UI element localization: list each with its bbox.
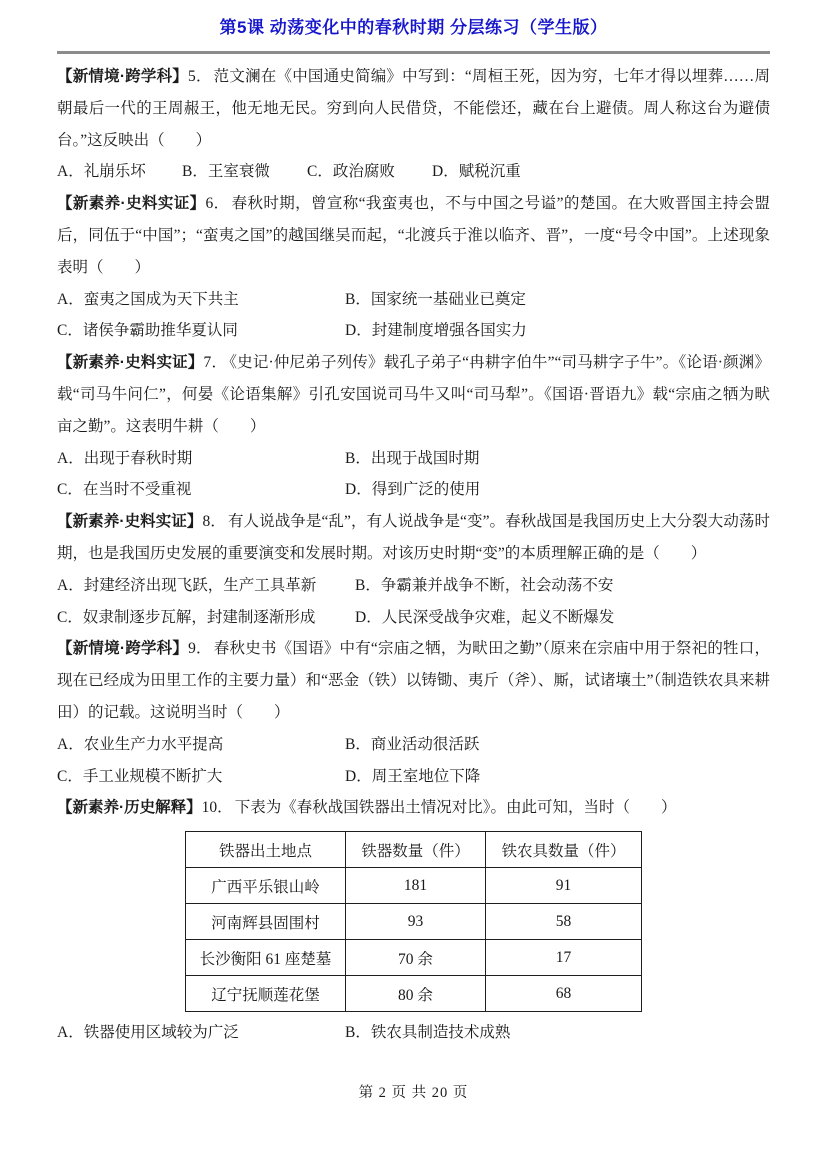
question-number: 6． [205,195,230,213]
question-number: 7． [203,354,228,372]
question-stem [57,792,770,824]
page-footer: 第 2 页 共 20 页 [358,1084,469,1101]
options-row [57,443,770,475]
table-row [186,868,642,904]
table-row [186,976,642,1012]
table-cell: 辽宁抚顺莲花堡 [186,976,346,1012]
option-b: B．商业活动很活跃 [345,735,480,753]
options-row [57,284,770,316]
question-block-5 [57,61,770,188]
table-row [186,904,642,940]
table-cell: 93 [346,904,486,940]
option-c: C．诸侯争霸助推华夏认同 [57,322,238,340]
table-cell: 80 余 [346,976,486,1012]
question-block-8 [57,506,770,633]
question-text: 春秋史书《国语》中有“宗庙之牺，为畎田之勤”（原来在宗庙中用于祭祀的牲口，现在已经成为田里工作的主要力量）和“恶金（铁）以铸锄、夷斤（斧）、厮，试诸壤土”（制造铁农具来耕田）的记载。这说明当时（ ） [57,640,770,721]
table-cell: 河南辉县固围村 [186,904,346,940]
option-b: B．铁农具制造技术成熟 [345,1024,511,1042]
table-header-cell: 铁器数量（件） [346,832,486,868]
option-d: D．赋税沉重 [432,163,521,181]
table-cell: 181 [346,868,486,904]
table-row [186,940,642,976]
question-tag: 【新情境·跨学科】 [57,68,188,85]
table-header-row [186,832,642,868]
options-row [57,729,770,761]
question-text: 春秋时期，曾宣称“我蛮夷也，不与中国之号谥”的楚国。在大败晋国主持会盟后，同伍于“中国”；“蛮夷之国”的越国继吴而起，“北渡兵于淮以临齐、晋”，一度“号令中国”。上述现象表明（ ） [57,195,770,276]
table-cell: 70 余 [346,940,486,976]
option-d: D．人民深受战争灾难，起义不断爆发 [355,608,615,626]
page-title: 第5课 动荡变化中的春秋时期 分层练习（学生版） [219,18,608,37]
option-c: C．在当时不受重视 [57,481,192,499]
option-a: A．铁器使用区域较为广泛 [57,1024,239,1042]
options-row [57,1017,770,1049]
option-d: D．封建制度增强各国实力 [345,322,527,340]
question-number: 5． [188,68,212,85]
question-block-10 [57,792,770,1049]
option-a: A．出现于春秋时期 [57,449,193,467]
options-row [57,761,770,793]
option-c: C．手工业规模不断扩大 [57,767,223,785]
question-number: 10． [201,799,233,817]
option-b: B．争霸兼并战争不断，社会动荡不安 [355,576,614,594]
table-cell: 17 [486,940,642,976]
option-a: A．礼崩乐坏 [57,163,146,181]
options-row [57,156,770,188]
question-tag: 【新素养·史料实证】 [57,195,206,213]
option-d: D．得到广泛的使用 [345,481,481,499]
table-cell: 长沙衡阳 61 座楚墓 [186,940,346,976]
question-tag: 【新素养·历史解释】 [57,799,202,817]
title-divider [57,51,770,54]
question-block-9 [57,633,770,792]
question-text: 有人说战争是“乱”，有人说战争是“变”。春秋战国是我国历史上大分裂大动荡时期，也是我国历史发展的重要演变和发展时期。对该历史时期“变”的本质理解正确的是（ ） [57,513,770,562]
option-a: A．蛮夷之国成为天下共主 [57,290,239,308]
question-stem [57,347,770,442]
question-text: 范文澜在《中国通史简编》中写到：“周桓王死，因为穷，七年才得以埋葬……周朝最后一代的王周赧王，他无地无民。穷到向人民借贷，不能偿还，藏在台上避债。周人称这台为避债台。”这反映出（ ） [57,68,770,149]
option-d: D．周王室地位下降 [345,767,481,785]
option-b: B．王室衰微 [182,163,270,181]
option-b: B．出现于战国时期 [345,449,480,467]
question-block-6 [57,188,770,347]
question-stem [57,61,770,156]
table-cell: 58 [486,904,642,940]
question-block-7 [57,347,770,506]
question-number: 8． [202,513,226,531]
question-tag: 【新情境·跨学科】 [57,640,189,658]
option-c: C．奴隶制逐步瓦解，封建制逐渐形成 [57,608,316,626]
question-stem [57,188,770,283]
table-cell: 68 [486,976,642,1012]
table-cell: 91 [486,868,642,904]
table-header-cell: 铁器出土地点 [186,832,346,868]
options-row [57,474,770,506]
question-stem [57,506,770,570]
option-a: A．农业生产力水平提高 [57,735,224,753]
iron-artifact-table [185,831,642,1012]
option-a: A．封建经济出现飞跃，生产工具革新 [57,576,317,594]
question-text: 《史记·仲尼弟子列传》载孔子弟子“冉耕字伯牛”“司马耕字子牛”。《论语·颜渊》载“司马牛问仁”，何晏《论语集解》引孔安国说司马牛又叫“司马犁”。《国语·晋语九》载“宗庙之牺为畎亩之勤”。这表明牛耕（ ） [57,354,770,435]
option-b: B．国家统一基础业已奠定 [345,290,526,308]
question-number: 9． [188,640,212,658]
question-text: 下表为《春秋战国铁器出土情况对比》。由此可知，当时（ ） [234,799,677,817]
table-header-cell: 铁农具数量（件） [486,832,642,868]
options-row [57,315,770,347]
option-c: C．政治腐败 [307,163,395,181]
options-row [57,602,770,634]
table-cell: 广西平乐银山岭 [186,868,346,904]
question-tag: 【新素养·史料实证】 [57,354,204,372]
question-tag: 【新素养·史料实证】 [57,513,203,531]
question-stem [57,633,770,728]
options-row [57,570,770,602]
